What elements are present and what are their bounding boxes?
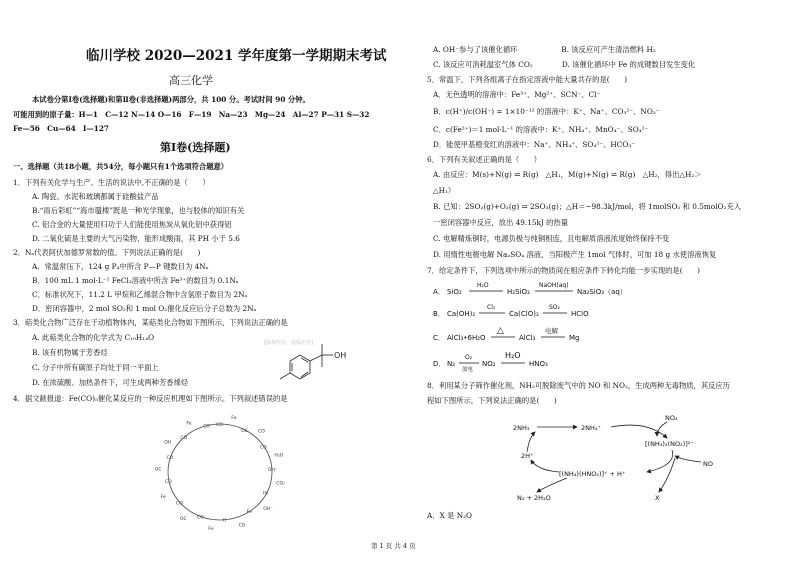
svg-text:A．: A． <box>433 288 445 296</box>
svg-text:HClO: HClO <box>571 310 589 318</box>
benzene-ring <box>290 355 310 379</box>
fe-cycle-label: CO <box>238 523 246 529</box>
q2-option-b: B．100 mL 1 mol·L⁻¹ FeCl₃溶液中所含 Fe³⁺的数目为 0.1Nₐ <box>32 276 239 285</box>
q1-option-a: A. 陶瓷、水泥和玻璃都属于硅酸盐产品 <box>32 192 159 201</box>
fe-cycle-label: H₂ <box>263 491 269 497</box>
nh3-denox-cycle-figure <box>507 410 727 506</box>
q8-option-a: A．X 是 N₂O <box>427 511 472 520</box>
q4-stem: 4．据文献报道：Fe(CO)₅催化某反应的一种反应机理如下图所示。下列叙述错误的是 <box>13 394 288 403</box>
q3-option-b: B. 该有机物属于芳香烃 <box>32 348 108 357</box>
fe-cycle-label: OC <box>154 467 162 473</box>
q5-option-d: D．能使甲基橙变红的溶液中：Na⁺、NH₄⁺、SO₄²⁻、HCO₃⁻ <box>433 140 636 149</box>
fe-cycle-label: CO <box>175 501 183 507</box>
q3-stem: 3．萜类化合物广泛存在于动植物体内，某萜类化合物如下图所示，下列说法正确的是 <box>13 318 288 327</box>
exam-intro: 本试卷分第Ⅰ卷(选择题)和第Ⅱ卷(非选择题)两部分，共 100 分。考试时间 90 分钟。 <box>32 95 310 104</box>
svg-text:HNO₃: HNO₃ <box>529 360 548 368</box>
q6-option-a-cont: △H₁） <box>433 186 456 195</box>
exam-title: 临川学校 2020—2021 学年度第一学期期末考试 <box>86 48 387 64</box>
fe-cycle-label: CO₂ <box>276 481 285 487</box>
label-no: NO <box>703 460 713 468</box>
fe-cycle-label: H <box>222 518 226 524</box>
q3-option-c: C. 分子中所有碳原子均处于同一平面上 <box>32 363 159 372</box>
q2-option-a: A．常温常压下，124 g P₄中所含 P—P 键数目为 4Nₐ <box>32 262 209 271</box>
fe-cycle-label: CO <box>203 424 210 430</box>
fe-cycle-label: CO <box>196 515 204 521</box>
svg-text:Mg: Mg <box>569 334 580 342</box>
fe-cycle-label: CO <box>164 480 172 485</box>
arrow-x-out <box>659 458 675 492</box>
arrow-nh4-to-complex1 <box>611 425 667 438</box>
label-2nh3: 2NH₃ <box>513 424 530 432</box>
svg-text:放电: 放电 <box>462 367 474 373</box>
fe-cycle-label: OC <box>179 516 187 522</box>
q2-option-d: D．密闭容器中，2 mol SO₂和 1 mol O₂催化反应后分子总数为 2Nₐ <box>32 304 257 313</box>
ring-double-bond <box>301 358 308 362</box>
section-heading: 第Ⅰ卷(选择题) <box>160 141 231 154</box>
part-heading: 一、选择题（共18小题，共54分，每小题只有1个选项符合题意） <box>13 162 229 171</box>
fe-cycle-label: Fe <box>246 509 252 515</box>
hydroxyl-label: OH <box>334 351 347 360</box>
svg-text:Na₂SiO₃（aq）: Na₂SiO₃（aq） <box>577 288 627 296</box>
label-x: X <box>655 494 660 502</box>
svg-text:H₂O: H₂O <box>505 351 521 360</box>
q7-options-figure <box>427 278 717 374</box>
q2-option-c: C．标准状况下，11.2 L 甲烷和乙烯混合物中含氢原子数目为 2Nₐ <box>32 290 248 299</box>
svg-text:AlCl₃: AlCl₃ <box>519 334 536 342</box>
svg-text:NO₂: NO₂ <box>482 360 496 368</box>
fe-catalytic-cycle-figure <box>150 408 290 536</box>
page-footer: 第 1 页 共 4 页 <box>371 542 416 550</box>
fe-cycle-label: OC <box>241 428 248 434</box>
q6-option-a: A. 由反应：M(s)+N(g) ⇌ R(g) △H₁，M(g)+N(g) ⇌ R(g) △H₂，得出△H₂＞ <box>433 170 702 179</box>
arrow-no-in <box>675 456 701 462</box>
fe-cycle-label: OH⁻ <box>267 468 278 473</box>
fe-cycle-label: Fe <box>208 527 214 533</box>
q5-option-b: B．c(H⁺)/c(OH⁻) = 1×10⁻¹² 的溶液中：K⁺、Na⁺、CO₃²⁻、NO₃⁻ <box>433 107 660 116</box>
fe-cycle-label: CO <box>166 456 174 462</box>
fe-cycle-label: CO <box>258 429 265 435</box>
arrow-complex2-to-h <box>531 460 559 472</box>
label-complex-2: [(NH₄)(HNO₂)]⁺ + H⁺ <box>559 470 626 478</box>
atomic-masses-line-1: 可能用到的原子量：H—1 C—12 N—14 O—16 F—19 Na—23 Mg—24 Al—27 P—31 S—32 <box>13 110 370 119</box>
svg-text:电解: 电解 <box>545 327 558 335</box>
fe-cycle-label: H₂O <box>274 453 284 459</box>
q7-option-b <box>433 304 589 318</box>
svg-text:N₂: N₂ <box>447 360 456 368</box>
q1-option-b: B.“雨后彩虹”“海市蜃楼”既是一种光学现象，也与胶体的知识有关 <box>32 206 245 215</box>
q1-stem: 1．下列有关化学与生产、生活的说法中,不正确的是（ ） <box>13 178 210 187</box>
svg-text:AlCl₃•6H₂O: AlCl₃•6H₂O <box>447 334 486 342</box>
q3-option-d: D. 在浓硫酸、加热条件下，可生成两种芳香烯烃 <box>32 378 189 387</box>
svg-text:H₂O: H₂O <box>477 282 489 289</box>
label-2h-plus: 2H⁺ <box>521 452 534 460</box>
label-no2: NO₂ <box>665 414 678 422</box>
fe-cycle-label: Fe <box>231 416 237 422</box>
q7-option-c <box>433 326 579 342</box>
q6-option-c: C. 电解精炼铜时，电源负极与纯铜相连，且电解质溶液浓度始终保持不变 <box>433 234 670 243</box>
fe-cycle-label: Fe <box>186 421 192 427</box>
fe-cycle-label: OH <box>164 440 172 446</box>
q6-option-d: D. 用惰性电极电解 Na₂SO₄ 溶液，当阳极产生 1mol 气体时，可加 18 g 水使溶液恢复 <box>433 250 717 259</box>
q1-option-d: D. 二氧化硫是主要的大气污染物，能形成酸雨，其 PH 小于 5.6 <box>32 234 240 243</box>
svg-text:△: △ <box>497 326 504 336</box>
q4-options-ab: A. OH⁻参与了该催化循环 B. 该反应可产生清洁燃料 H₂ <box>433 45 656 54</box>
q7-option-a <box>433 282 627 296</box>
arrow-h-to-nh3 <box>527 432 535 452</box>
q5-option-a: A．无色透明的溶液中：Fe³⁺、Mg²⁺、SCN⁻、Cl⁻ <box>433 90 601 99</box>
q5-option-c: C．c(Fe²⁺)＝1 mol·L⁻¹ 的溶液中：K⁺、NH₄⁺、MnO₄⁻、SO₄²⁻ <box>433 125 649 134</box>
arrow-complex1-to-complex2 <box>647 450 673 472</box>
q4-options-cd: C. 该反应可消耗温室气体 CO₂ D. 该催化循环中 Fe 的成键数目发生变化 <box>433 60 696 69</box>
fe-cycle-label: CO <box>180 436 188 441</box>
fe-cycle-label: OH⁻ <box>263 507 273 513</box>
q7-stem: 7．给定条件下，下列选项中所示的物质间在相应条件下转化均能一步实现的是( ) <box>427 266 701 275</box>
label-2nh4: 2NH₄⁺ <box>581 424 601 432</box>
q6-option-b-cont: 一密闭容器中反应，放出 49.15kJ 的热量 <box>433 218 569 227</box>
q8-stem: 8．利用某分子筛作催化剂，NH₃可脱除废气中的 NO 和 NO₂，生成两种无毒物质，其反应历 <box>427 381 731 390</box>
svg-text:D．: D． <box>433 360 446 368</box>
terpene-watermark: [版权所有，侵权必究] <box>264 340 313 346</box>
fe-cycle-label: CO <box>259 445 267 451</box>
fe-cycle-label: Fe <box>160 495 166 501</box>
svg-text:B．: B． <box>433 310 445 318</box>
fe-cycle-label: CO <box>216 423 223 428</box>
svg-text:C．: C． <box>433 334 445 342</box>
label-complex-1: [(NH₄)₂(NO₂)]²⁺ <box>645 440 694 448</box>
q3-option-a: A. 此萜类化合物的化学式为 C₁₀H₁₄O <box>32 333 155 342</box>
terpene-structure-figure <box>262 336 382 400</box>
atomic-masses-line-2: Fe—56 Cu—64 I—127 <box>13 124 109 133</box>
q8-stem-cont: 程如下图所示，下列说法正确的是( ) <box>427 396 557 405</box>
exam-subtitle: 高三化学 <box>169 74 213 87</box>
q6-stem: 6．下列有关叙述正确的是（ ） <box>427 155 542 164</box>
svg-text:Ca(ClO)₂: Ca(ClO)₂ <box>509 310 539 318</box>
svg-text:H₂SiO₃: H₂SiO₃ <box>507 288 530 296</box>
arrow-products-out <box>537 478 567 492</box>
svg-text:NaOH(aq): NaOH(aq) <box>539 282 569 289</box>
svg-text:SiO₂: SiO₂ <box>447 288 462 296</box>
q6-option-b: B. 已知：2SO₂(g)+O₂(g) ⇌ 2SO₃(g)；△H＝−98.3kJ/mol，将 1molSO₂ 和 0.5molO₂充入 <box>433 202 742 211</box>
q7-option-d <box>433 351 548 373</box>
svg-text:SO₂: SO₂ <box>549 304 560 311</box>
side-chain-bond <box>310 355 322 361</box>
svg-text:Ca(OH)₂: Ca(OH)₂ <box>447 310 476 318</box>
svg-text:Cl₂: Cl₂ <box>487 304 496 311</box>
q5-stem: 5．常温下，下列各组离子在指定溶液中能大量共存的是( ) <box>427 75 628 84</box>
svg-text:O₂: O₂ <box>465 354 473 361</box>
methyl-bond <box>280 373 290 379</box>
q2-stem: 2．Nₐ代表阿伏加德罗常数的值。下列说法正确的是( ) <box>13 248 201 257</box>
label-products: N₂ + 2H₂O <box>517 494 551 502</box>
q1-option-c: C. 铝合金的大量使用归功于人们能使用焦炭从氧化铝中获得铝 <box>32 220 232 229</box>
